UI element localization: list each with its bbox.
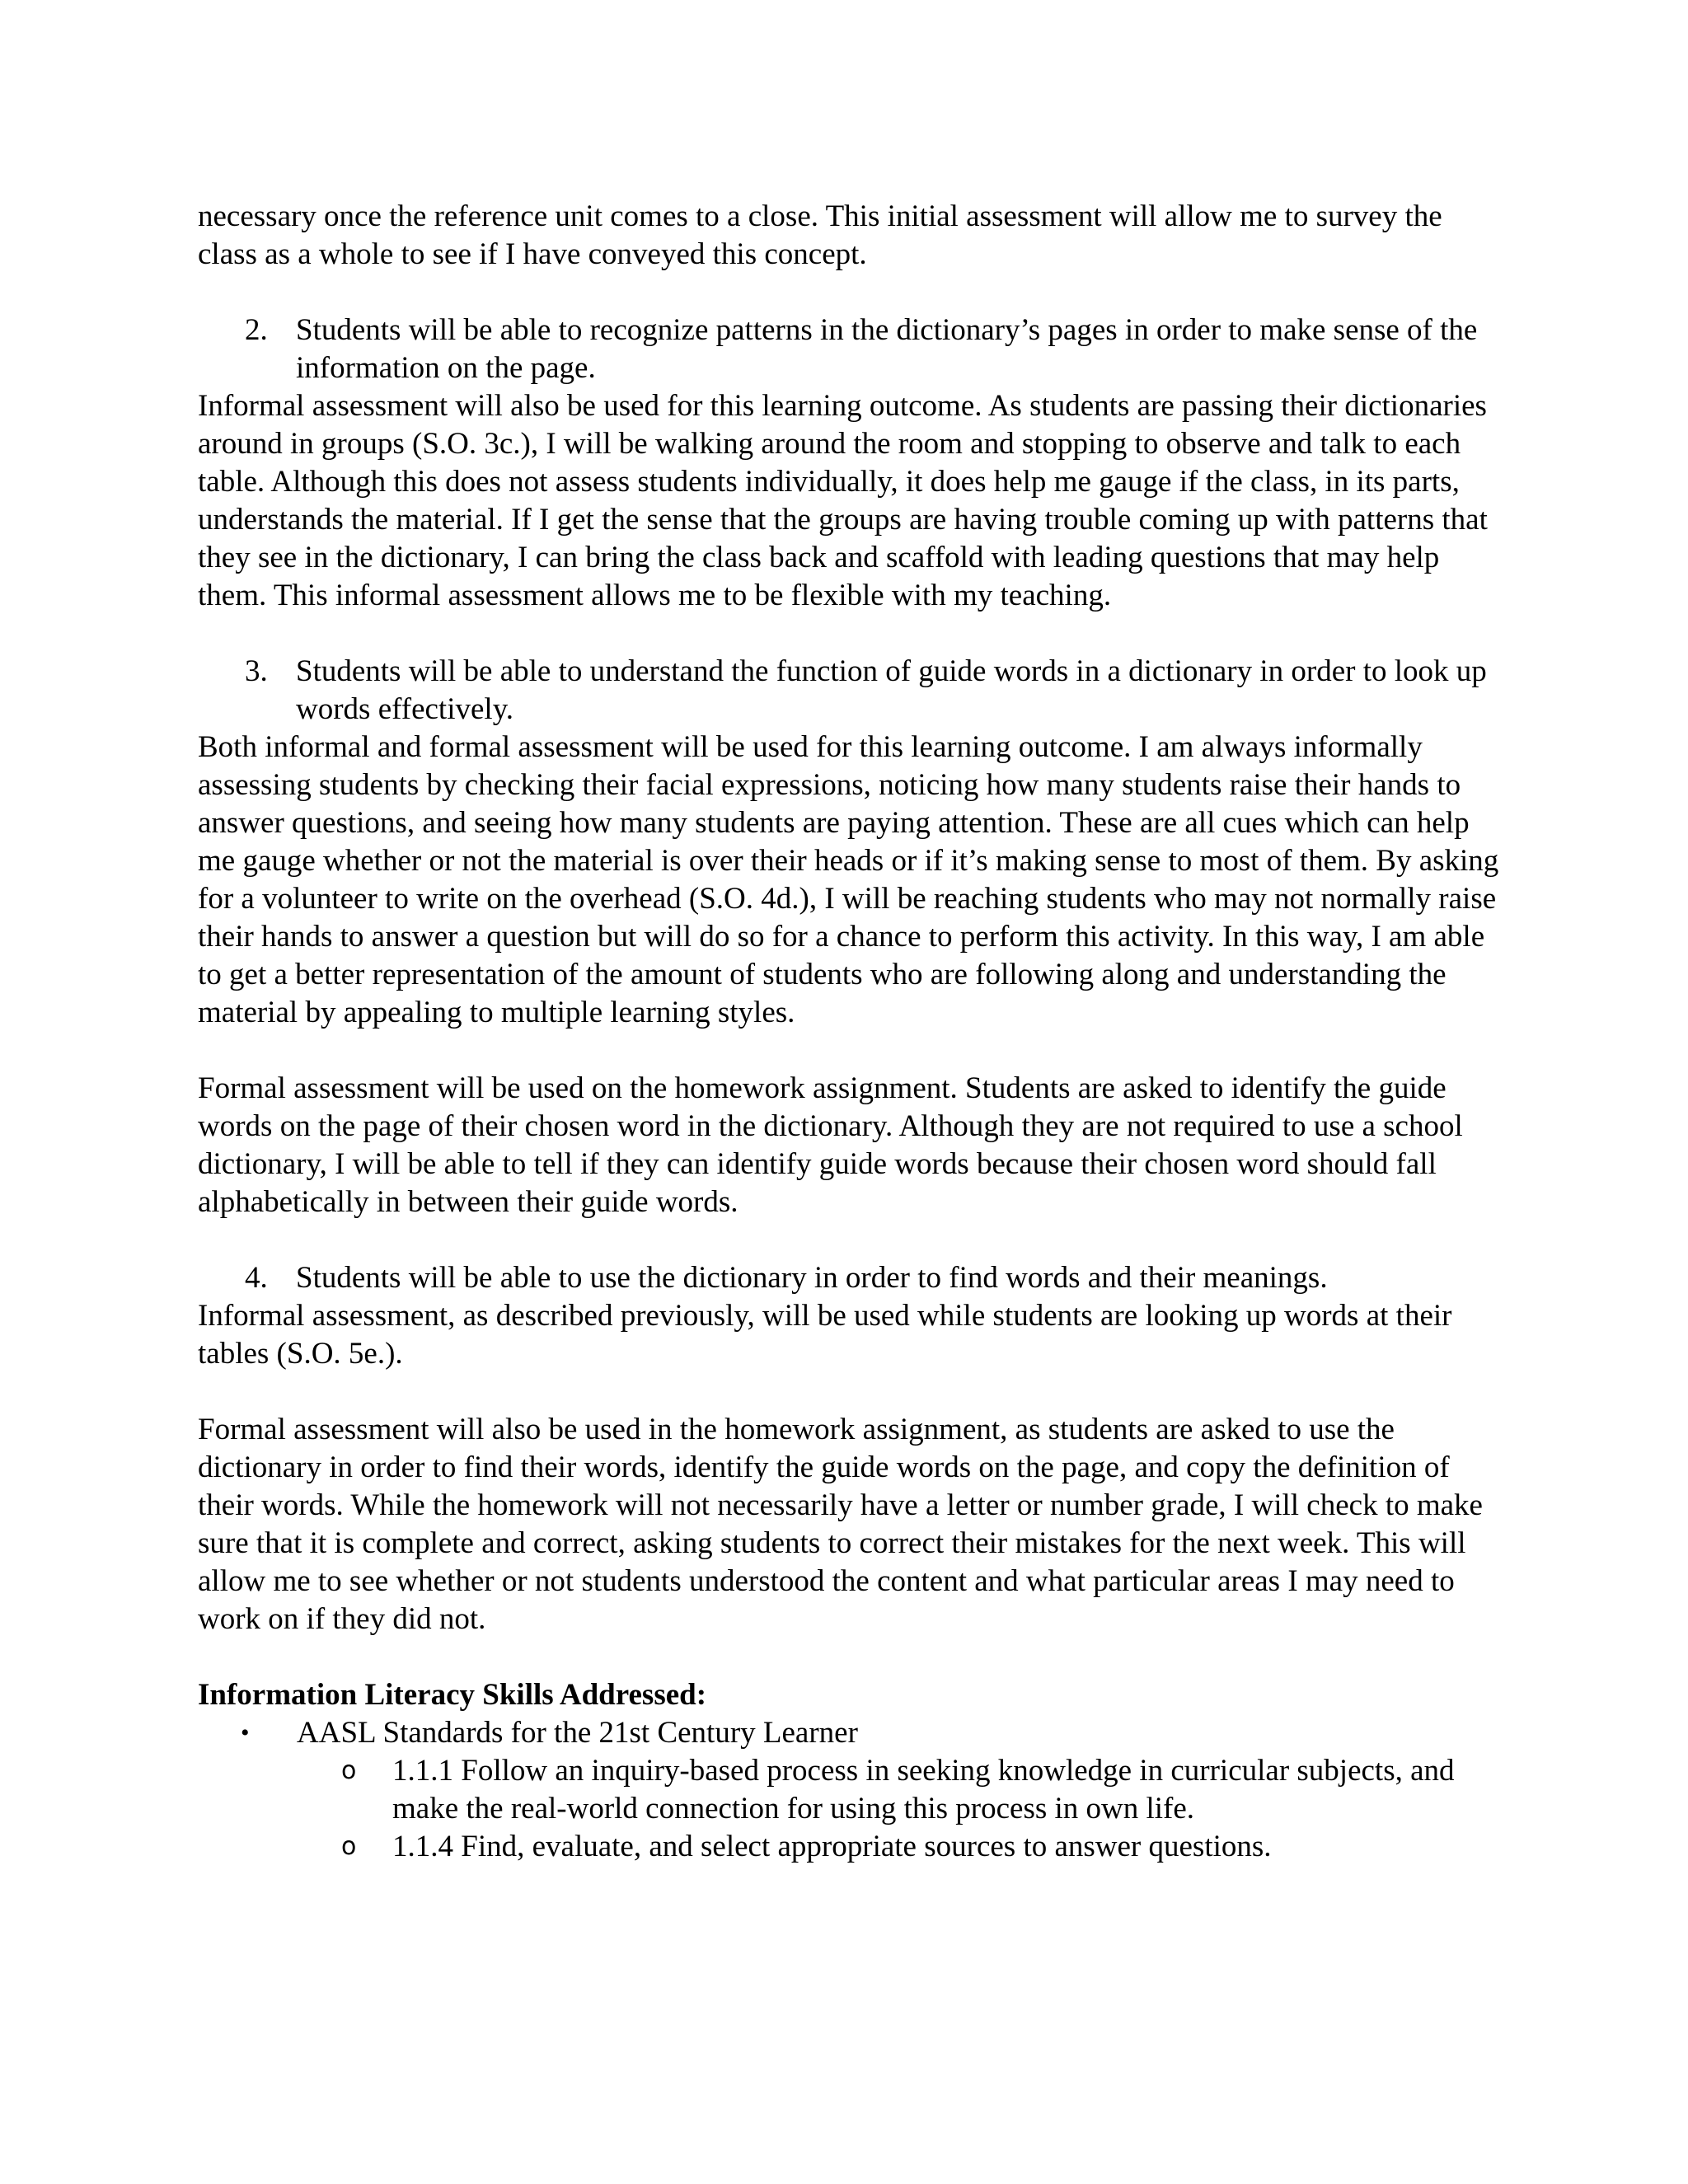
spacer [198, 1032, 1500, 1070]
outcome-2-number: 2. [245, 313, 268, 347]
skills-heading: Information Literacy Skills Addressed: [198, 1678, 707, 1712]
skills-sub-item [198, 1752, 1500, 1828]
circle-bullet-icon: o [341, 1756, 357, 1785]
skills-sub-item [198, 1828, 1500, 1866]
outcome-4-text: Students will be able to use the dictionary in order to find words and their meanings. [296, 1261, 1328, 1295]
skills-standard-text: AASL Standards for the 21st Century Learner [297, 1716, 858, 1750]
spacer [198, 1638, 1500, 1676]
outcome-3-body-formal: Formal assessment will be used on the homework assignment. Students are asked to identify the guide words on the page of their chosen word in the dictionary. Although they are not required to use a school dictionary, I will be able to tell if they can identify guide words because their chosen word should fall alphabetically in between their guide words. [198, 1071, 1463, 1219]
skills-sub-item-text: 1.1.1 Follow an inquiry-based process in seeking knowledge in curricular subjects, and make the real-world connection for using this process in own life. [392, 1754, 1455, 1825]
skills-sub-item-text: 1.1.4 Find, evaluate, and select appropriate sources to answer questions. [392, 1830, 1272, 1863]
skills-bullet-item [198, 1714, 1500, 1752]
spacer [198, 1221, 1500, 1259]
outcome-3-title [198, 653, 1500, 729]
document-page [198, 198, 1500, 1866]
outcome-3-number: 3. [245, 654, 268, 688]
outcome-2-body: Informal assessment will also be used for this learning outcome. As students are passing their dictionaries around in groups (S.O. 3c.), I will be walking around the room and stopping to observe and talk to each table. Although this does not assess students individually, it does help me gauge if the class, in its parts, understands the material. If I get the sense that the groups are having trouble coming up with patterns that they see in the dictionary, I can bring the class back and scaffold with leading questions that may help them. This informal assessment allows me to be flexible with my teaching. [198, 389, 1488, 612]
spacer [198, 1373, 1500, 1411]
intro-paragraph: necessary once the reference unit comes to a close. This initial assessment will allow me to survey the class as a whole to see if I have conveyed this concept. [198, 199, 1442, 271]
outcome-4-title [198, 1259, 1500, 1297]
outcome-3-text: Students will be able to understand the function of guide words in a dictionary in order to look up words effectively. [296, 654, 1487, 726]
outcome-4-body: Informal assessment, as described previously, will be used while students are looking up words at their tables (S.O. 5e.). [198, 1299, 1452, 1371]
outcome-4-body-formal: Formal assessment will also be used in the homework assignment, as students are asked to use the dictionary in order to find their words, identify the guide words on the page, and copy the definition of their words. While the homework will not necessarily have a letter or number grade, I will check to make sure that it is complete and correct, asking students to correct their mistakes for the next week. This will allow me to see whether or not students understood the content and what particular areas I may need to work on if they did not. [198, 1413, 1483, 1636]
circle-bullet-icon: o [341, 1832, 357, 1861]
spacer [198, 615, 1500, 653]
outcome-3-body: Both informal and formal assessment will be used for this learning outcome. I am always informally assessing students by checking their facial expressions, noticing how many students raise their hands to answer questions, and seeing how many students are paying attention. These are all cues which can help me gauge whether or not the material is over their heads or if it’s making sense to most of them. By asking for a volunteer to write on the overhead (S.O. 4d.), I will be reaching students who may not normally raise their hands to answer a question but will do so for a chance to perform this activity. In this way, I am able to get a better representation of the amount of students who are following along and understanding the material by appealing to multiple learning styles. [198, 730, 1499, 1029]
outcome-2-text: Students will be able to recognize patterns in the dictionary’s pages in order to make sense of the information on the page. [296, 313, 1478, 385]
outcome-2-title [198, 312, 1500, 387]
outcome-4-number: 4. [245, 1261, 268, 1295]
bullet-icon: • [241, 1719, 250, 1746]
spacer [198, 274, 1500, 312]
